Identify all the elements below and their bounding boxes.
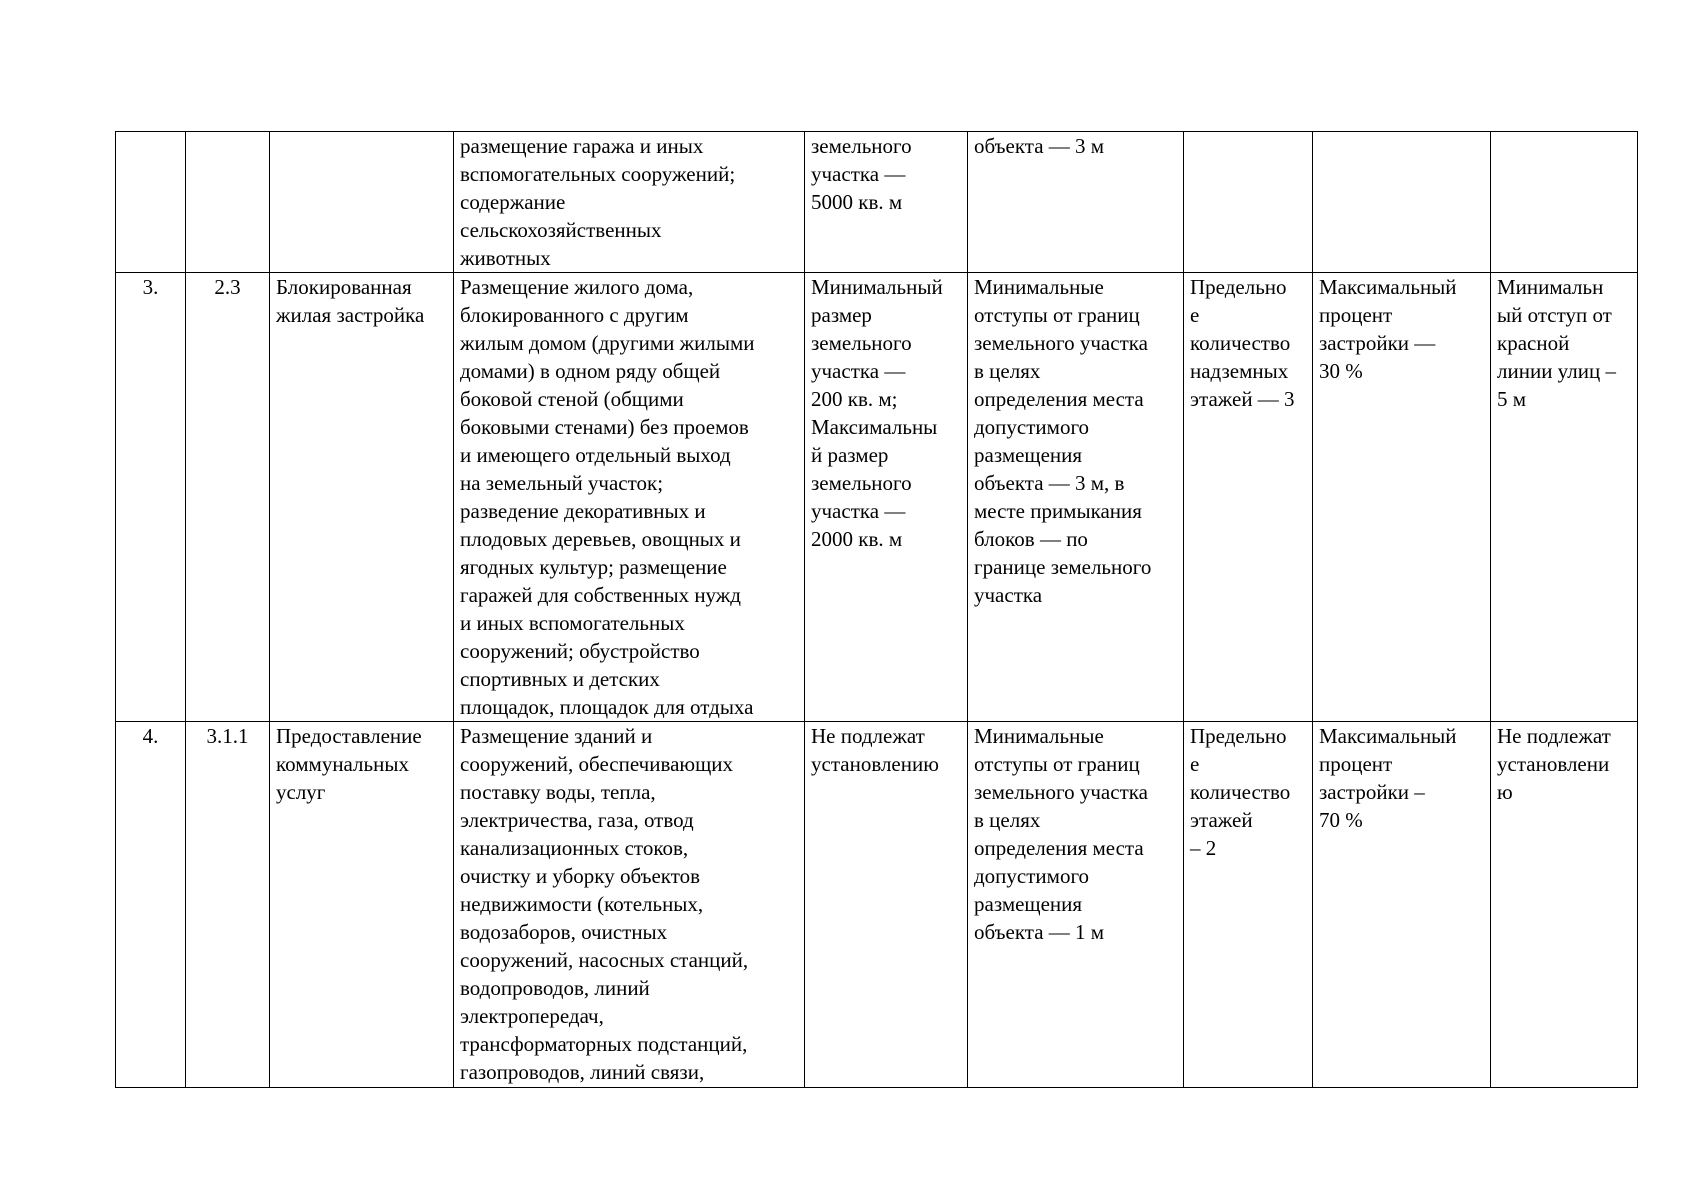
coverage-cell: Максимальный процент застройки – 70 %: [1313, 722, 1491, 1088]
use-name-cell: [270, 132, 454, 273]
floors-cell: [1184, 132, 1313, 273]
plot-size-cell: земельного участка — 5000 кв. м: [805, 132, 968, 273]
table-row: [116, 132, 1638, 273]
plot-size-cell: Не подлежат установлению: [805, 722, 968, 1088]
setbacks-cell: Минимальные отступы от границ земельного участка в целях определения места допустимого размещения объекта — 3 м, в месте примыкания блоков — по границе земельного участка: [968, 273, 1184, 722]
use-description-cell: Размещение жилого дома, блокированного с другим жилым домом (другими жилыми домами) в одном ряду общей боковой стеной (общими боковыми стенами) без проемов и имеющего отдельный выход на земельный участок; разведение декоративных и плодовых деревьев, овощных и ягодных культур; размещение гаражей для собственных нужд и иных вспомогательных сооружений; обустройство спортивных и детских площадок, площадок для отдыха: [454, 273, 805, 722]
row-number-cell: [116, 132, 186, 273]
floors-cell: Предельно е количество этажей – 2: [1184, 722, 1313, 1088]
row-number-cell: 3.: [116, 273, 186, 722]
plot-size-cell: Минимальный размер земельного участка — 200 кв. м; Максимальны й размер земельного участка — 2000 кв. м: [805, 273, 968, 722]
row-number-cell: 4.: [116, 722, 186, 1088]
use-name-cell: Предоставление коммунальных услуг: [270, 722, 454, 1088]
use-description-cell: размещение гаража и иных вспомогательных сооружений; содержание сельскохозяйственных животных: [454, 132, 805, 273]
use-code-cell: 3.1.1: [186, 722, 270, 1088]
use-description-cell: Размещение зданий и сооружений, обеспечивающих поставку воды, тепла, электричества, газа, отвод канализационных стоков, очистку и уборку объектов недвижимости (котельных, водозаборов, очистных сооружений, насосных станций, водопроводов, линий электропередач, трансформаторных подстанций, газопроводов, линий связи,: [454, 722, 805, 1088]
coverage-cell: [1313, 132, 1491, 273]
table-row: [116, 722, 1638, 1088]
zoning-regulations-table: [115, 131, 1638, 1088]
coverage-cell: Максимальный процент застройки — 30 %: [1313, 273, 1491, 722]
table-row: [116, 273, 1638, 722]
red-line-cell: Минимальн ый отступ от красной линии улиц – 5 м: [1491, 273, 1638, 722]
use-name-cell: Блокированная жилая застройка: [270, 273, 454, 722]
use-code-cell: [186, 132, 270, 273]
floors-cell: Предельно е количество надземных этажей — 3: [1184, 273, 1313, 722]
red-line-cell: Не подлежат установлени ю: [1491, 722, 1638, 1088]
setbacks-cell: объекта — 3 м: [968, 132, 1184, 273]
use-code-cell: 2.3: [186, 273, 270, 722]
setbacks-cell: Минимальные отступы от границ земельного участка в целях определения места допустимого размещения объекта — 1 м: [968, 722, 1184, 1088]
red-line-cell: [1491, 132, 1638, 273]
